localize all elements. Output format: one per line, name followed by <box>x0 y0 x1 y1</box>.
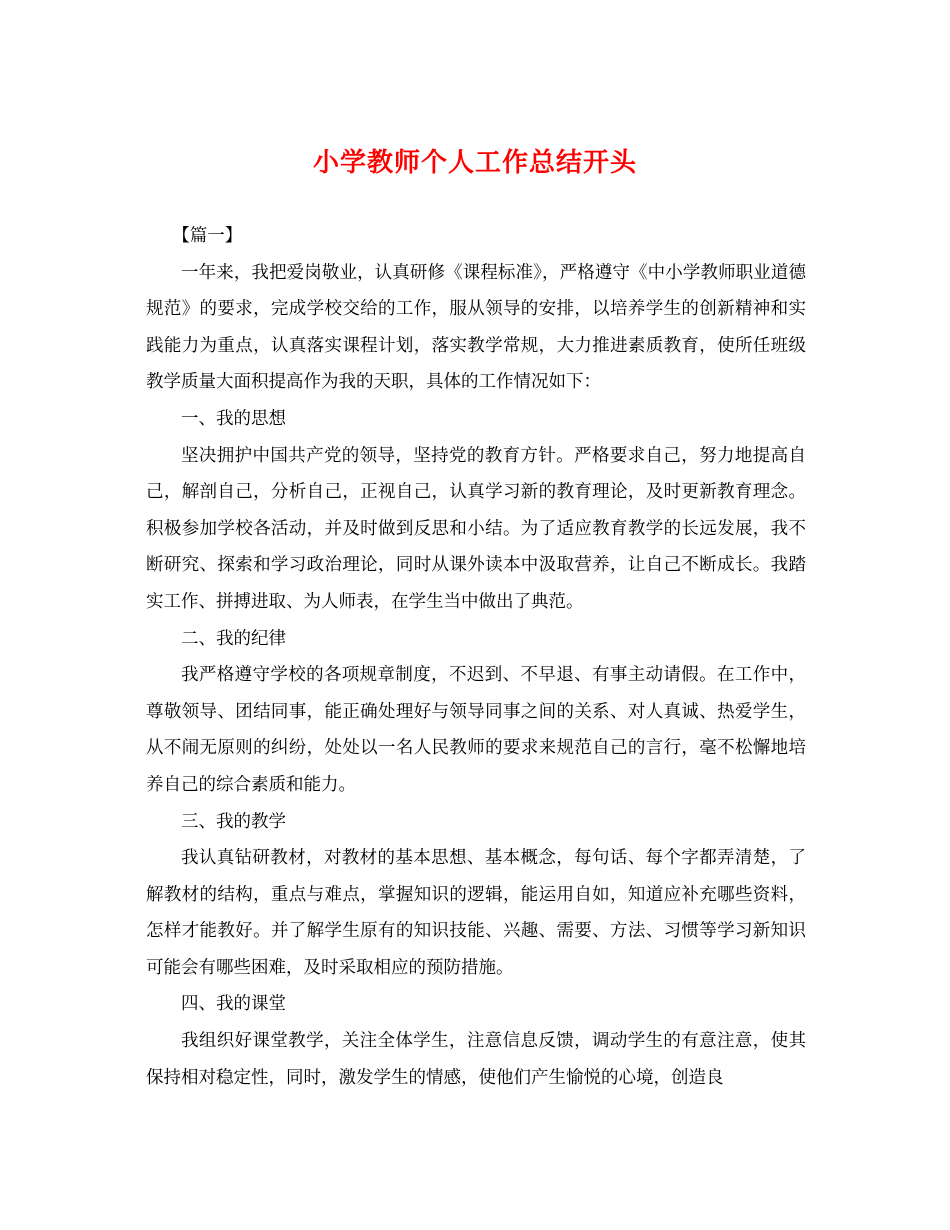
section-heading-discipline: 二、我的纪律 <box>181 628 286 649</box>
section-heading-teaching: 三、我的教学 <box>181 811 286 832</box>
document-body <box>146 218 806 1096</box>
paragraph-discipline: 我严格遵守学校的各项规章制度，不迟到、不早退、有事主动请假。在工作中，尊敬领导、团结同事，能正确处理好与领导同事之间的关系、对人真诚、热爱学生，从不闹无原则的纠纷，处处以一名人民教师的要求来规范自己的言行，毫不松懈地培养自己的综合素质和能力。 <box>146 665 806 795</box>
section-heading-thought: 一、我的思想 <box>181 408 286 429</box>
paragraph-teaching: 我认真钻研教材，对教材的基本思想、基本概念，每句话、每个字都弄清楚，了解教材的结构，重点与难点，掌握知识的逻辑，能运用自如，知道应补充哪些资料，怎样才能教好。并了解学生原有的知识技能、兴趣、需要、方法、习惯等学习新知识可能会有哪些困难，及时采取相应的预防措施。 <box>146 848 806 978</box>
section-heading-classroom: 四、我的课堂 <box>181 994 286 1015</box>
section-heading-part-one: 【篇一】 <box>172 226 243 246</box>
document-title: 小学教师个人工作总结开头 <box>312 148 637 178</box>
paragraph-intro: 一年来，我把爱岗敬业，认真研修《课程标准》，严格遵守《中小学教师职业道德规范》的要求，完成学校交给的工作，服从领导的安排，以培养学生的创新精神和实践能力为重点，认真落实课程计划，落实教学常规，大力推进素质教育，使所任班级教学质量大面积提高作为我的天职，具体的工作情况如下： <box>146 262 806 393</box>
paragraph-thought: 坚决拥护中国共产党的领导，坚持党的教育方针。严格要求自己，努力地提高自己，解剖自己，分析自己，正视自己，认真学习新的教育理论，及时更新教育理念。积极参加学校各活动，并及时做到反思和小结。为了适应教育教学的长远发展，我不断研究、探索和学习政治理论，同时从课外读本中汲取营养，让自己不断成长。我踏实工作、拼搏进取、为人师表，在学生当中做出了典范。 <box>146 445 806 612</box>
paragraph-classroom: 我组织好课堂教学，关注全体学生，注意信息反馈，调动学生的有意注意，使其保持相对稳定性，同时，激发学生的情感，使他们产生愉悦的心境，创造良 <box>146 1031 806 1088</box>
